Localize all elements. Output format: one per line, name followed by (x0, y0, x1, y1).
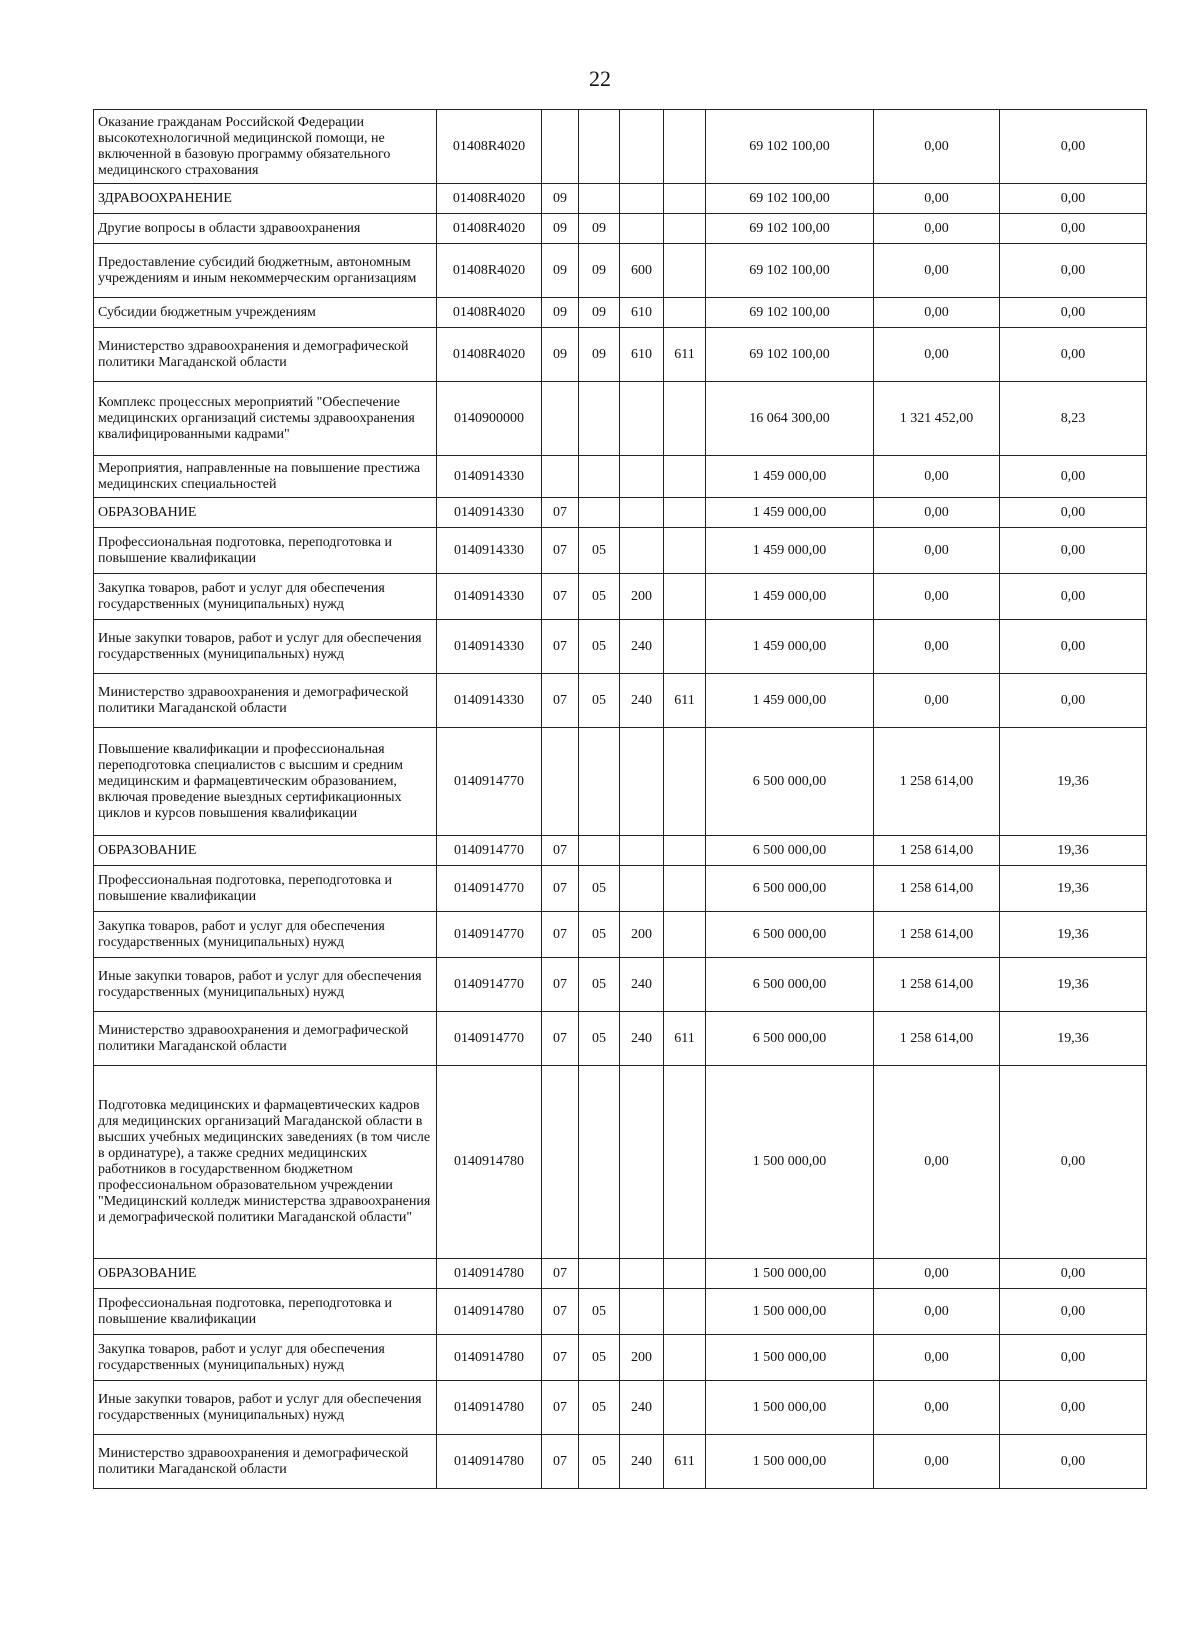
row-code: 0140914770 (437, 866, 542, 912)
row-expense-type: 240 (620, 1012, 664, 1066)
row-planned-amount: 69 102 100,00 (706, 214, 874, 244)
row-percent: 0,00 (1000, 1289, 1147, 1335)
row-code: 01408R4020 (437, 110, 542, 184)
table-row (94, 1435, 1147, 1489)
row-name: Закупка товаров, работ и услуг для обеспечения государственных (муниципальных) нужд (94, 1335, 437, 1381)
row-code: 0140914770 (437, 836, 542, 866)
row-section (542, 1066, 579, 1259)
row-planned-amount: 6 500 000,00 (706, 912, 874, 958)
row-percent: 0,00 (1000, 674, 1147, 728)
row-expense-type: 610 (620, 298, 664, 328)
row-admin-code: 611 (664, 328, 706, 382)
row-admin-code (664, 866, 706, 912)
table-row (94, 674, 1147, 728)
row-percent: 19,36 (1000, 866, 1147, 912)
row-expense-type (620, 1289, 664, 1335)
row-expense-type: 240 (620, 1435, 664, 1489)
row-section: 07 (542, 912, 579, 958)
row-executed-amount: 0,00 (874, 528, 1000, 574)
row-planned-amount: 1 459 000,00 (706, 456, 874, 498)
row-executed-amount: 0,00 (874, 1289, 1000, 1335)
row-percent: 0,00 (1000, 620, 1147, 674)
row-expense-type: 240 (620, 958, 664, 1012)
row-section (542, 728, 579, 836)
table-row (94, 1012, 1147, 1066)
row-admin-code (664, 1066, 706, 1259)
row-code: 0140914330 (437, 528, 542, 574)
row-expense-type (620, 498, 664, 528)
row-name: Предоставление субсидий бюджетным, автономным учреждениям и иным некоммерческим организациям (94, 244, 437, 298)
row-subsection (579, 382, 620, 456)
row-percent: 0,00 (1000, 528, 1147, 574)
row-percent: 0,00 (1000, 498, 1147, 528)
table-row (94, 958, 1147, 1012)
row-subsection: 09 (579, 328, 620, 382)
row-name: Профессиональная подготовка, переподготовка и повышение квалификации (94, 1289, 437, 1335)
row-executed-amount: 0,00 (874, 214, 1000, 244)
row-name: Подготовка медицинских и фармацевтических кадров для медицинских организаций Магаданской области в высших учебных медицинских заведениях (в том числе в ординатуре), а также средних медицинских работников в государственном бюджетном профессиональном образовательном учреждении "Медицинский колледж министерства здравоохранения и демографической политики Магаданской области" (94, 1066, 437, 1259)
row-planned-amount: 1 500 000,00 (706, 1381, 874, 1435)
row-code: 01408R4020 (437, 328, 542, 382)
row-admin-code (664, 298, 706, 328)
row-executed-amount: 1 321 452,00 (874, 382, 1000, 456)
row-code: 01408R4020 (437, 244, 542, 298)
row-name: Мероприятия, направленные на повышение престижа медицинских специальностей (94, 456, 437, 498)
row-code: 0140914770 (437, 728, 542, 836)
row-percent: 19,36 (1000, 1012, 1147, 1066)
table-row (94, 866, 1147, 912)
row-executed-amount: 0,00 (874, 1381, 1000, 1435)
row-expense-type: 240 (620, 620, 664, 674)
row-subsection: 05 (579, 1435, 620, 1489)
row-code: 0140914780 (437, 1289, 542, 1335)
row-expense-type (620, 1066, 664, 1259)
row-section: 07 (542, 528, 579, 574)
row-expense-type (620, 728, 664, 836)
row-section: 07 (542, 1335, 579, 1381)
row-planned-amount: 6 500 000,00 (706, 1012, 874, 1066)
row-executed-amount: 0,00 (874, 1435, 1000, 1489)
table-row (94, 298, 1147, 328)
row-code: 01408R4020 (437, 184, 542, 214)
row-executed-amount: 0,00 (874, 110, 1000, 184)
row-name: Комплекс процессных мероприятий "Обеспечение медицинских организаций системы здравоохранения квалифицированными кадрами" (94, 382, 437, 456)
row-section: 07 (542, 958, 579, 1012)
row-admin-code (664, 528, 706, 574)
row-subsection: 09 (579, 214, 620, 244)
row-expense-type (620, 866, 664, 912)
row-admin-code (664, 184, 706, 214)
row-subsection: 05 (579, 1289, 620, 1335)
row-expense-type (620, 110, 664, 184)
row-code: 0140914780 (437, 1381, 542, 1435)
table-row (94, 184, 1147, 214)
row-executed-amount: 1 258 614,00 (874, 912, 1000, 958)
table-row (94, 244, 1147, 298)
row-expense-type (620, 184, 664, 214)
row-executed-amount: 0,00 (874, 298, 1000, 328)
row-code: 0140914770 (437, 912, 542, 958)
row-planned-amount: 69 102 100,00 (706, 110, 874, 184)
row-expense-type: 200 (620, 912, 664, 958)
row-code: 0140914780 (437, 1066, 542, 1259)
row-planned-amount: 1 459 000,00 (706, 498, 874, 528)
row-admin-code (664, 912, 706, 958)
row-planned-amount: 1 500 000,00 (706, 1435, 874, 1489)
row-executed-amount: 0,00 (874, 574, 1000, 620)
row-section: 09 (542, 244, 579, 298)
table-row (94, 528, 1147, 574)
row-percent: 0,00 (1000, 110, 1147, 184)
row-executed-amount: 0,00 (874, 244, 1000, 298)
row-percent: 0,00 (1000, 214, 1147, 244)
row-code: 0140914330 (437, 620, 542, 674)
row-subsection: 05 (579, 912, 620, 958)
row-executed-amount: 0,00 (874, 184, 1000, 214)
row-name: Профессиональная подготовка, переподготовка и повышение квалификации (94, 866, 437, 912)
row-name: Министерство здравоохранения и демографической политики Магаданской области (94, 328, 437, 382)
row-admin-code (664, 244, 706, 298)
row-percent: 19,36 (1000, 836, 1147, 866)
row-executed-amount: 1 258 614,00 (874, 958, 1000, 1012)
row-code: 0140914770 (437, 1012, 542, 1066)
row-percent: 8,23 (1000, 382, 1147, 456)
row-subsection (579, 456, 620, 498)
row-code: 0140914780 (437, 1335, 542, 1381)
row-admin-code (664, 456, 706, 498)
row-name: Иные закупки товаров, работ и услуг для обеспечения государственных (муниципальных) нужд (94, 620, 437, 674)
row-section (542, 110, 579, 184)
row-section: 09 (542, 214, 579, 244)
row-subsection: 05 (579, 528, 620, 574)
row-section: 07 (542, 1289, 579, 1335)
row-section (542, 456, 579, 498)
budget-table (93, 109, 1147, 1489)
row-subsection: 09 (579, 244, 620, 298)
row-percent: 0,00 (1000, 1335, 1147, 1381)
row-subsection (579, 1066, 620, 1259)
row-section: 07 (542, 674, 579, 728)
row-executed-amount: 0,00 (874, 620, 1000, 674)
row-admin-code (664, 1289, 706, 1335)
row-expense-type (620, 836, 664, 866)
row-name: Иные закупки товаров, работ и услуг для обеспечения государственных (муниципальных) нужд (94, 958, 437, 1012)
row-subsection: 09 (579, 298, 620, 328)
row-planned-amount: 16 064 300,00 (706, 382, 874, 456)
row-name: ОБРАЗОВАНИЕ (94, 836, 437, 866)
table-row (94, 382, 1147, 456)
row-expense-type: 600 (620, 244, 664, 298)
row-subsection: 05 (579, 1335, 620, 1381)
table-row (94, 1259, 1147, 1289)
row-section: 07 (542, 1435, 579, 1489)
row-subsection: 05 (579, 674, 620, 728)
row-subsection (579, 498, 620, 528)
row-admin-code (664, 1259, 706, 1289)
row-section: 07 (542, 620, 579, 674)
table-row (94, 328, 1147, 382)
row-percent: 19,36 (1000, 958, 1147, 1012)
table-row (94, 1381, 1147, 1435)
row-expense-type (620, 528, 664, 574)
row-planned-amount: 69 102 100,00 (706, 328, 874, 382)
row-subsection: 05 (579, 620, 620, 674)
row-expense-type: 200 (620, 574, 664, 620)
row-planned-amount: 1 459 000,00 (706, 574, 874, 620)
row-code: 0140914780 (437, 1435, 542, 1489)
row-name: Другие вопросы в области здравоохранения (94, 214, 437, 244)
row-admin-code (664, 382, 706, 456)
row-percent: 0,00 (1000, 1259, 1147, 1289)
row-expense-type: 240 (620, 1381, 664, 1435)
row-planned-amount: 1 500 000,00 (706, 1066, 874, 1259)
row-executed-amount: 0,00 (874, 498, 1000, 528)
row-name: Повышение квалификации и профессиональная переподготовка специалистов с высшим и средним медицинским и фармацевтическим образованием, включая проведение выездных сертификационных циклов и курсов повышения квалификации (94, 728, 437, 836)
row-percent: 0,00 (1000, 184, 1147, 214)
row-name: Министерство здравоохранения и демографической политики Магаданской области (94, 674, 437, 728)
row-subsection (579, 110, 620, 184)
row-percent: 0,00 (1000, 298, 1147, 328)
row-code: 0140914770 (437, 958, 542, 1012)
row-section: 09 (542, 298, 579, 328)
row-expense-type: 610 (620, 328, 664, 382)
row-name: Иные закупки товаров, работ и услуг для обеспечения государственных (муниципальных) нужд (94, 1381, 437, 1435)
row-name: ЗДРАВООХРАНЕНИЕ (94, 184, 437, 214)
row-section: 07 (542, 1381, 579, 1435)
table-row (94, 728, 1147, 836)
row-expense-type (620, 214, 664, 244)
row-percent: 0,00 (1000, 574, 1147, 620)
row-admin-code (664, 728, 706, 836)
row-percent: 0,00 (1000, 328, 1147, 382)
row-section: 07 (542, 498, 579, 528)
row-name: Субсидии бюджетным учреждениям (94, 298, 437, 328)
row-percent: 0,00 (1000, 1435, 1147, 1489)
row-subsection (579, 728, 620, 836)
row-percent: 19,36 (1000, 912, 1147, 958)
row-subsection (579, 184, 620, 214)
row-executed-amount: 1 258 614,00 (874, 1012, 1000, 1066)
row-planned-amount: 6 500 000,00 (706, 866, 874, 912)
table-row (94, 620, 1147, 674)
row-planned-amount: 1 500 000,00 (706, 1289, 874, 1335)
row-planned-amount: 1 500 000,00 (706, 1335, 874, 1381)
budget-table-body (94, 110, 1147, 1489)
row-section: 07 (542, 1259, 579, 1289)
row-name: Закупка товаров, работ и услуг для обеспечения государственных (муниципальных) нужд (94, 912, 437, 958)
table-row (94, 836, 1147, 866)
row-planned-amount: 6 500 000,00 (706, 728, 874, 836)
row-expense-type (620, 456, 664, 498)
row-planned-amount: 1 459 000,00 (706, 528, 874, 574)
row-executed-amount: 1 258 614,00 (874, 836, 1000, 866)
row-subsection: 05 (579, 574, 620, 620)
page-number: 22 (589, 66, 611, 91)
row-admin-code: 611 (664, 1012, 706, 1066)
row-percent: 0,00 (1000, 244, 1147, 298)
row-planned-amount: 6 500 000,00 (706, 836, 874, 866)
row-admin-code (664, 110, 706, 184)
row-admin-code: 611 (664, 1435, 706, 1489)
row-code: 0140914780 (437, 1259, 542, 1289)
row-code: 0140914330 (437, 674, 542, 728)
row-planned-amount: 6 500 000,00 (706, 958, 874, 1012)
row-percent: 0,00 (1000, 1381, 1147, 1435)
table-row (94, 456, 1147, 498)
row-admin-code (664, 958, 706, 1012)
row-expense-type (620, 382, 664, 456)
row-admin-code (664, 1381, 706, 1435)
row-code: 01408R4020 (437, 214, 542, 244)
row-admin-code (664, 620, 706, 674)
row-planned-amount: 69 102 100,00 (706, 298, 874, 328)
row-percent: 19,36 (1000, 728, 1147, 836)
row-section: 07 (542, 574, 579, 620)
row-subsection (579, 1259, 620, 1289)
row-code: 0140914330 (437, 574, 542, 620)
row-section: 07 (542, 1012, 579, 1066)
row-admin-code (664, 836, 706, 866)
row-admin-code (664, 214, 706, 244)
table-row (94, 574, 1147, 620)
table-row (94, 498, 1147, 528)
row-executed-amount: 1 258 614,00 (874, 728, 1000, 836)
row-executed-amount: 0,00 (874, 456, 1000, 498)
table-row (94, 1066, 1147, 1259)
row-section (542, 382, 579, 456)
row-code: 0140914330 (437, 498, 542, 528)
row-name: Профессиональная подготовка, переподготовка и повышение квалификации (94, 528, 437, 574)
row-section: 09 (542, 328, 579, 382)
row-section: 09 (542, 184, 579, 214)
table-row (94, 110, 1147, 184)
row-subsection: 05 (579, 1381, 620, 1435)
row-planned-amount: 69 102 100,00 (706, 184, 874, 214)
row-planned-amount: 1 459 000,00 (706, 620, 874, 674)
table-row (94, 912, 1147, 958)
row-expense-type: 200 (620, 1335, 664, 1381)
row-admin-code (664, 1335, 706, 1381)
table-row (94, 1289, 1147, 1335)
row-executed-amount: 0,00 (874, 1259, 1000, 1289)
row-executed-amount: 0,00 (874, 1335, 1000, 1381)
row-executed-amount: 0,00 (874, 328, 1000, 382)
row-name: Закупка товаров, работ и услуг для обеспечения государственных (муниципальных) нужд (94, 574, 437, 620)
row-expense-type: 240 (620, 674, 664, 728)
table-row (94, 214, 1147, 244)
row-section: 07 (542, 866, 579, 912)
table-row (94, 1335, 1147, 1381)
row-planned-amount: 1 459 000,00 (706, 674, 874, 728)
row-name: Министерство здравоохранения и демографической политики Магаданской области (94, 1012, 437, 1066)
row-code: 0140900000 (437, 382, 542, 456)
row-name: ОБРАЗОВАНИЕ (94, 1259, 437, 1289)
row-executed-amount: 1 258 614,00 (874, 866, 1000, 912)
row-section: 07 (542, 836, 579, 866)
row-subsection (579, 836, 620, 866)
row-percent: 0,00 (1000, 1066, 1147, 1259)
row-admin-code: 611 (664, 674, 706, 728)
row-percent: 0,00 (1000, 456, 1147, 498)
row-admin-code (664, 498, 706, 528)
row-name: Министерство здравоохранения и демографической политики Магаданской области (94, 1435, 437, 1489)
row-executed-amount: 0,00 (874, 1066, 1000, 1259)
row-name: Оказание гражданам Российской Федерации высокотехнологичной медицинской помощи, не включенной в базовую программу обязательного медицинского страхования (94, 110, 437, 184)
row-planned-amount: 69 102 100,00 (706, 244, 874, 298)
row-subsection: 05 (579, 958, 620, 1012)
row-admin-code (664, 574, 706, 620)
row-executed-amount: 0,00 (874, 674, 1000, 728)
row-expense-type (620, 1259, 664, 1289)
row-code: 01408R4020 (437, 298, 542, 328)
row-subsection: 05 (579, 1012, 620, 1066)
row-planned-amount: 1 500 000,00 (706, 1259, 874, 1289)
row-subsection: 05 (579, 866, 620, 912)
row-name: ОБРАЗОВАНИЕ (94, 498, 437, 528)
row-code: 0140914330 (437, 456, 542, 498)
